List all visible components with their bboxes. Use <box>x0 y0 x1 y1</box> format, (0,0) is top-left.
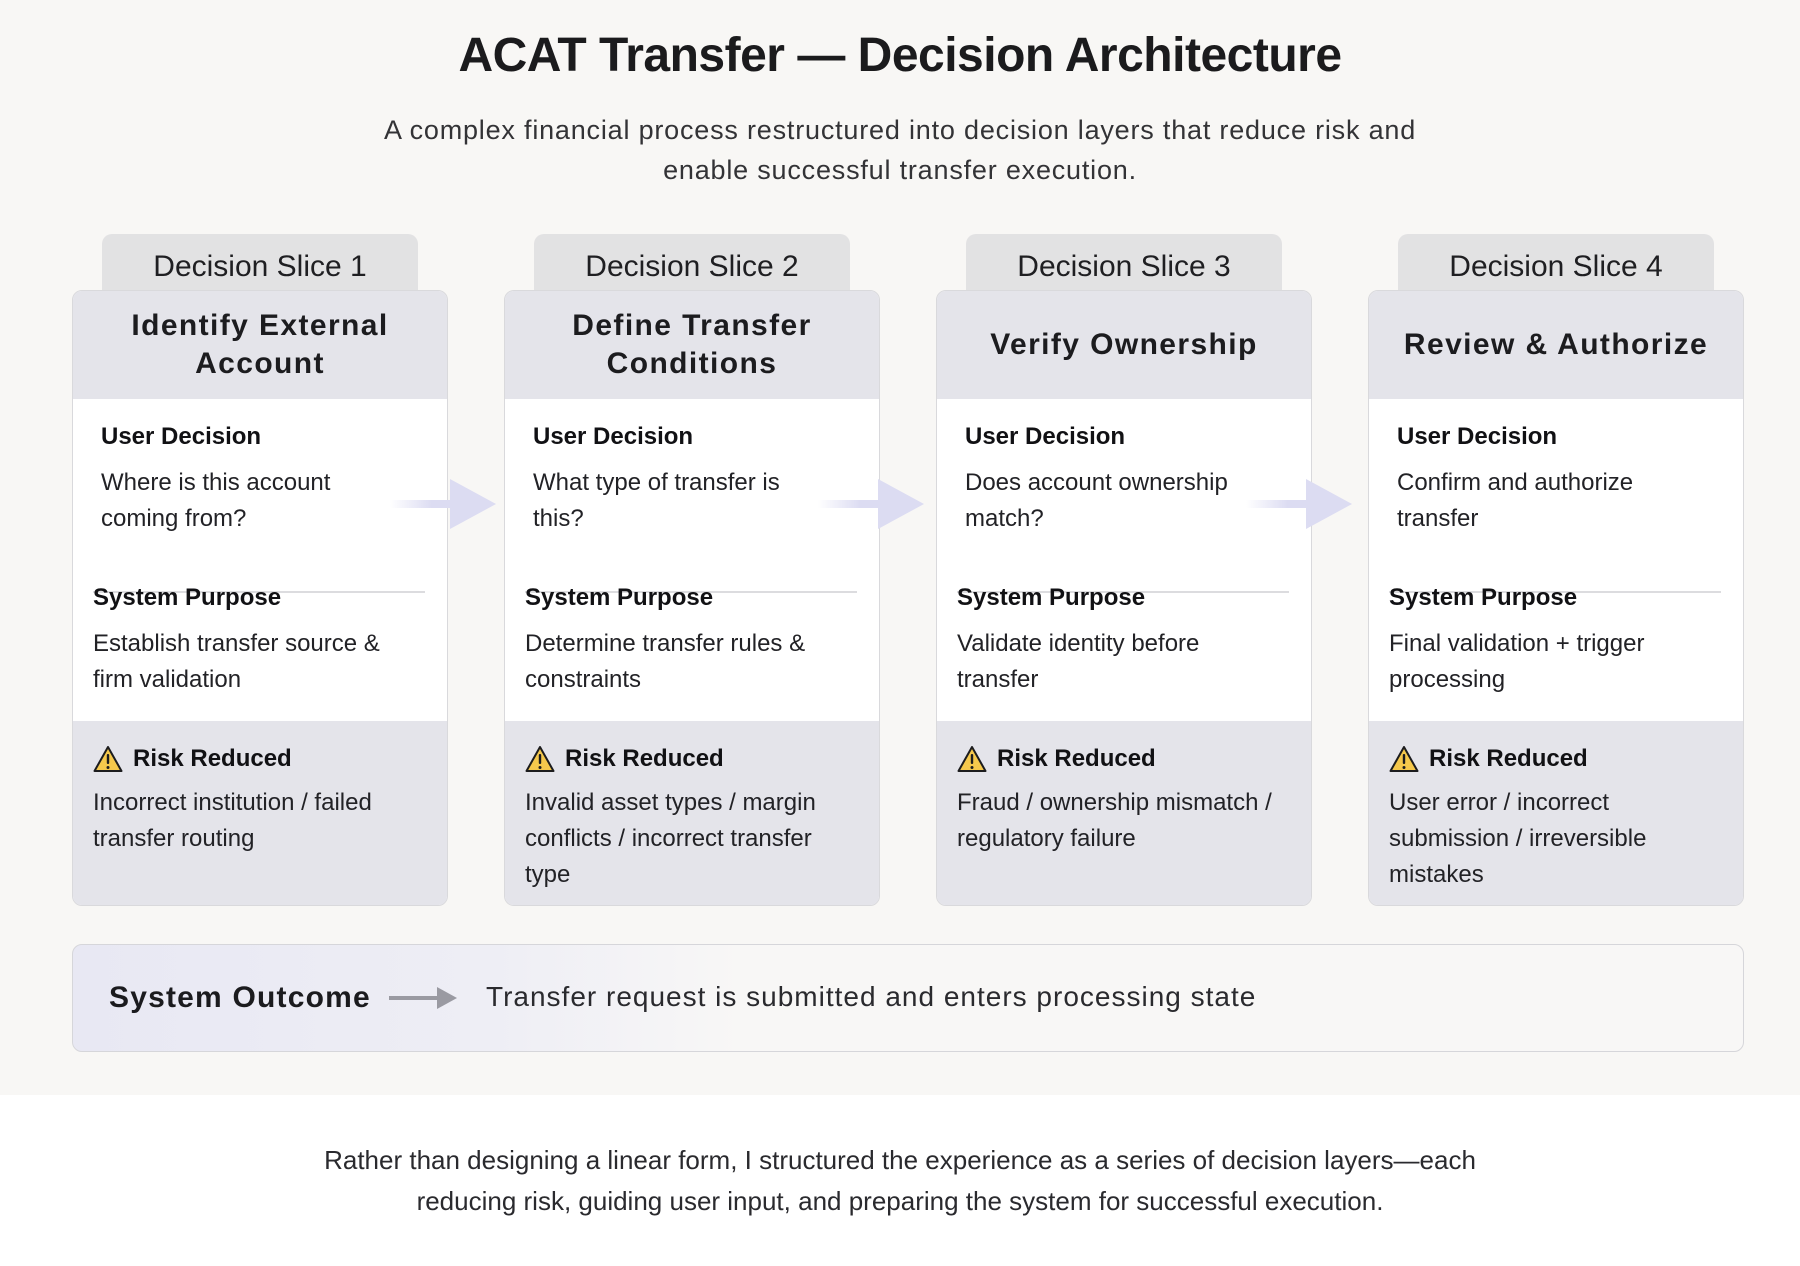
system-purpose-label: System Purpose <box>957 584 1146 611</box>
slice-tab: Decision Slice 2 <box>534 234 850 294</box>
slice-tab: Decision Slice 1 <box>102 234 418 294</box>
flow-arrow-icon <box>818 475 928 533</box>
user-decision-label: User Decision <box>533 423 694 450</box>
system-purpose-text: Validate identity before transfer <box>957 630 1200 693</box>
risk-section <box>505 721 879 905</box>
risk-reduced-label: Risk Reduced <box>133 745 292 772</box>
slice-header <box>1369 291 1743 399</box>
warning-triangle-icon <box>957 745 987 773</box>
flow-arrow-icon <box>1246 475 1356 533</box>
risk-reduced-text: Invalid asset types / margin conflicts / incorrect transfer type <box>525 789 816 888</box>
user-decision-label: User Decision <box>101 423 262 450</box>
slice-title: Define Transfer Conditions <box>572 309 812 380</box>
risk-reduced-text: Incorrect institution / failed transfer routing <box>93 789 372 852</box>
risk-reduced-text: Fraud / ownership mismatch / regulatory failure <box>957 789 1272 852</box>
risk-reduced-label: Risk Reduced <box>997 745 1156 772</box>
slice-tab: Decision Slice 3 <box>966 234 1282 294</box>
user-decision-text: Confirm and authorize transfer <box>1397 469 1634 532</box>
slice-title: Review & Authorize <box>1403 328 1709 361</box>
user-decision-label: User Decision <box>965 423 1126 450</box>
risk-section <box>937 721 1311 905</box>
decision-slice-3 <box>936 234 1312 906</box>
system-purpose-label: System Purpose <box>1389 584 1578 611</box>
warning-triangle-icon <box>93 745 123 773</box>
system-outcome-label: System Outcome <box>109 981 371 1014</box>
footer-caption: Rather than designing a linear form, I structured the experience as a series of decision layers—each reducing risk, guiding user input, and preparing the system for successful execution. <box>324 1145 1476 1216</box>
risk-reduced-label: Risk Reduced <box>1429 745 1588 772</box>
slice-header <box>937 291 1311 399</box>
risk-reduced-text: User error / incorrect submission / irreversible mistakes <box>1389 789 1647 888</box>
slice-header <box>505 291 879 399</box>
warning-triangle-icon <box>525 745 555 773</box>
warning-triangle-icon <box>1389 745 1419 773</box>
slice-tab: Decision Slice 4 <box>1398 234 1714 294</box>
system-outcome-text: Transfer request is submitted and enters processing state <box>486 981 1257 1012</box>
system-outcome-bar <box>72 944 1744 1052</box>
page-title: ACAT Transfer — Decision Architecture <box>458 29 1342 82</box>
slice-card <box>504 290 880 906</box>
risk-section <box>73 721 447 905</box>
slice-title: Identify External Account <box>131 309 389 380</box>
page-subtitle: A complex financial process restructured into decision layers that reduce risk and enable successful transfer execution. <box>383 115 1417 185</box>
slice-title: Verify Ownership <box>990 328 1258 361</box>
slice-card <box>72 290 448 906</box>
user-decision-text: Does account ownership match? <box>965 469 1228 532</box>
user-decision-text: What type of transfer is this? <box>533 469 780 532</box>
system-purpose-text: Final validation + trigger processing <box>1389 630 1645 693</box>
risk-section <box>1369 721 1743 905</box>
decision-slice-4 <box>1368 234 1744 906</box>
risk-reduced-label: Risk Reduced <box>565 745 724 772</box>
user-decision-label: User Decision <box>1397 423 1558 450</box>
user-decision-text: Where is this account coming from? <box>101 469 331 532</box>
slice-card <box>936 290 1312 906</box>
system-purpose-text: Determine transfer rules & constraints <box>525 630 806 693</box>
system-purpose-label: System Purpose <box>93 584 282 611</box>
flow-arrow-icon <box>390 475 500 533</box>
system-purpose-text: Establish transfer source & firm validation <box>93 630 380 693</box>
system-purpose-label: System Purpose <box>525 584 714 611</box>
arrow-right-icon <box>387 983 459 1013</box>
decision-slice-2 <box>504 234 880 906</box>
decision-slice-1 <box>72 234 448 906</box>
slice-card <box>1368 290 1744 906</box>
